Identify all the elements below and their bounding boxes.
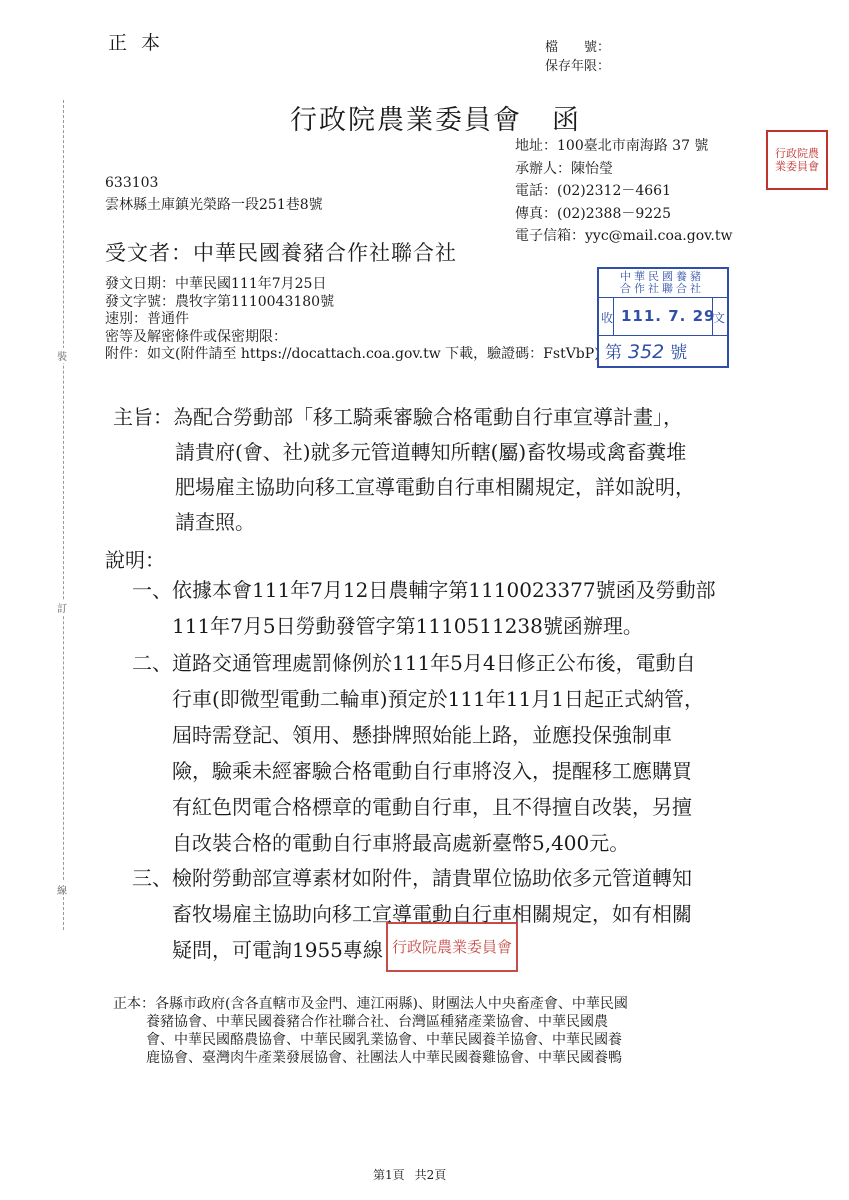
agency-seal-top-text: 行政院農業委員會 [775, 147, 819, 173]
binding-mark-ding: 訂 [57, 600, 67, 615]
page-footer [373, 1166, 446, 1183]
file-number-label: 檔 號： [545, 40, 611, 55]
explanation-item-2 [132, 645, 704, 861]
contact-address: 地址：100臺北市南海路 37 號 [515, 138, 709, 154]
item-line: 有紅色閃電合格標章的電動自行車，且不得擅自改裝，另擅 [172, 795, 692, 819]
document-meta [105, 276, 600, 364]
agency-seal-bottom-text: 行政院農業委員會 [391, 938, 512, 956]
secrecy-level: 密等及解密條件或保密期限： [105, 328, 287, 345]
subject-line: 請貴府(會、社)就多元管道轉知所轄(屬)畜牧場或禽畜糞堆 [175, 440, 687, 464]
recipient-line: 受文者：中華民國養豬合作社聯合社 [105, 241, 457, 265]
subject-line: 請查照。 [175, 510, 255, 534]
document-label: 文 [712, 311, 725, 325]
copy-mark: 正本 [108, 32, 175, 54]
subject-block [113, 400, 695, 540]
item-line: 一、依據本會111年7月12日農輔字第1110023377號函及勞動部 [132, 578, 716, 602]
postal-code: 633103 [105, 175, 159, 191]
explanation-heading: 說明： [105, 548, 165, 572]
agency-seal-bottom [386, 922, 518, 972]
binding-mark-xian: 線 [57, 882, 67, 897]
item-line: 屆時需登記、領用、懸掛牌照始能上路，並應投保強制車 [172, 723, 672, 747]
issue-date: 發文日期：中華民國111年7月25日 [105, 276, 327, 292]
recipient-address [105, 172, 323, 216]
cc-line: 鹿協會、臺灣肉牛產業發展協會、社團法人中華民國養雞協會、中華民國養鴨 [146, 1050, 622, 1066]
item-line: 111年7月5日勞動發管字第1110511238號函辦理。 [172, 614, 643, 638]
subject-line: 主旨：為配合勞動部「移工騎乘審驗合格電動自行車宣導計畫」， [113, 405, 683, 429]
explanation-item-1 [132, 572, 716, 644]
street-address: 雲林縣土庫鎮光榮路一段251巷8號 [105, 197, 323, 213]
cc-line: 養豬協會、中華民國養豬合作社聯合社、台灣區種豬產業協會、中華民國農 [146, 1014, 608, 1030]
item-line: 三、檢附勞動部宣導素材如附件，請貴單位協助依多元管道轉知 [132, 866, 692, 890]
item-line: 自改裝合格的電動自行車將最高處新臺幣5,400元。 [172, 831, 630, 855]
contact-fax: 傳真：(02)2388－9225 [515, 205, 671, 222]
subject-line: 肥場雇主協助向移工宣導電動自行車相關規定，詳如說明， [175, 475, 695, 499]
item-line: 險，驗乘未經審驗合格電動自行車將沒入，提醒移工應購買 [172, 759, 692, 783]
received-date: 111. 7. 29 [621, 307, 716, 325]
speed-class: 速別：普通件 [105, 311, 189, 327]
received-stamp-org: 中華民國養豬合作社聯合社 [620, 270, 704, 295]
agency-seal-top [766, 130, 828, 190]
page-number: 第1頁 [373, 1168, 405, 1182]
binding-line [63, 100, 64, 930]
document-number: 發文字號：農牧字第1110043180號 [105, 293, 335, 310]
document-kind: 函 [552, 105, 581, 136]
item-line: 畜牧場雇主協助向移工宣導電動自行車相關規定，如有相關 [172, 902, 692, 926]
agency-name: 行政院農業委員會 [290, 105, 522, 136]
item-line: 疑問，可電詢1955專線 [172, 938, 383, 962]
cc-line: 正本：各縣市政府(含各直轄市及金門、連江兩縣)、財團法人中央畜產會、中華民國 [113, 996, 628, 1012]
contact-phone: 電話：(02)2312－4661 [515, 183, 671, 199]
item-line: 二、道路交通管理處罰條例於111年5月4日修正公布後，電動自 [132, 651, 696, 675]
received-stamp [597, 267, 729, 368]
item-line: 行車(即微型電動二輪車)預定於111年11月1日起正式納管， [172, 687, 704, 711]
binding-mark-zhuang: 裝 [57, 348, 67, 363]
document-title [290, 98, 581, 137]
attachment-line: 附件：如文(附件請至 https://docattach.coa.gov.tw 下載，驗證碼：FstVbP) [105, 346, 600, 362]
carbon-copy-list [113, 995, 628, 1067]
received-number-value: 352 [628, 341, 665, 363]
page-total: 共2頁 [414, 1168, 447, 1182]
contact-block [515, 135, 732, 248]
received-label: 收 [601, 311, 614, 325]
contact-handler: 承辦人：陳怡瑩 [515, 160, 613, 177]
retention-label: 保存年限： [545, 59, 611, 74]
cc-line: 會、中華民國酪農協會、中華民國乳業協會、中華民國養羊協會、中華民國養 [146, 1032, 622, 1048]
received-number [605, 338, 687, 363]
received-number-prefix: 第 [605, 343, 622, 363]
contact-email: 電子信箱：yyc@mail.coa.gov.tw [515, 228, 733, 244]
received-number-suffix: 號 [670, 343, 688, 363]
